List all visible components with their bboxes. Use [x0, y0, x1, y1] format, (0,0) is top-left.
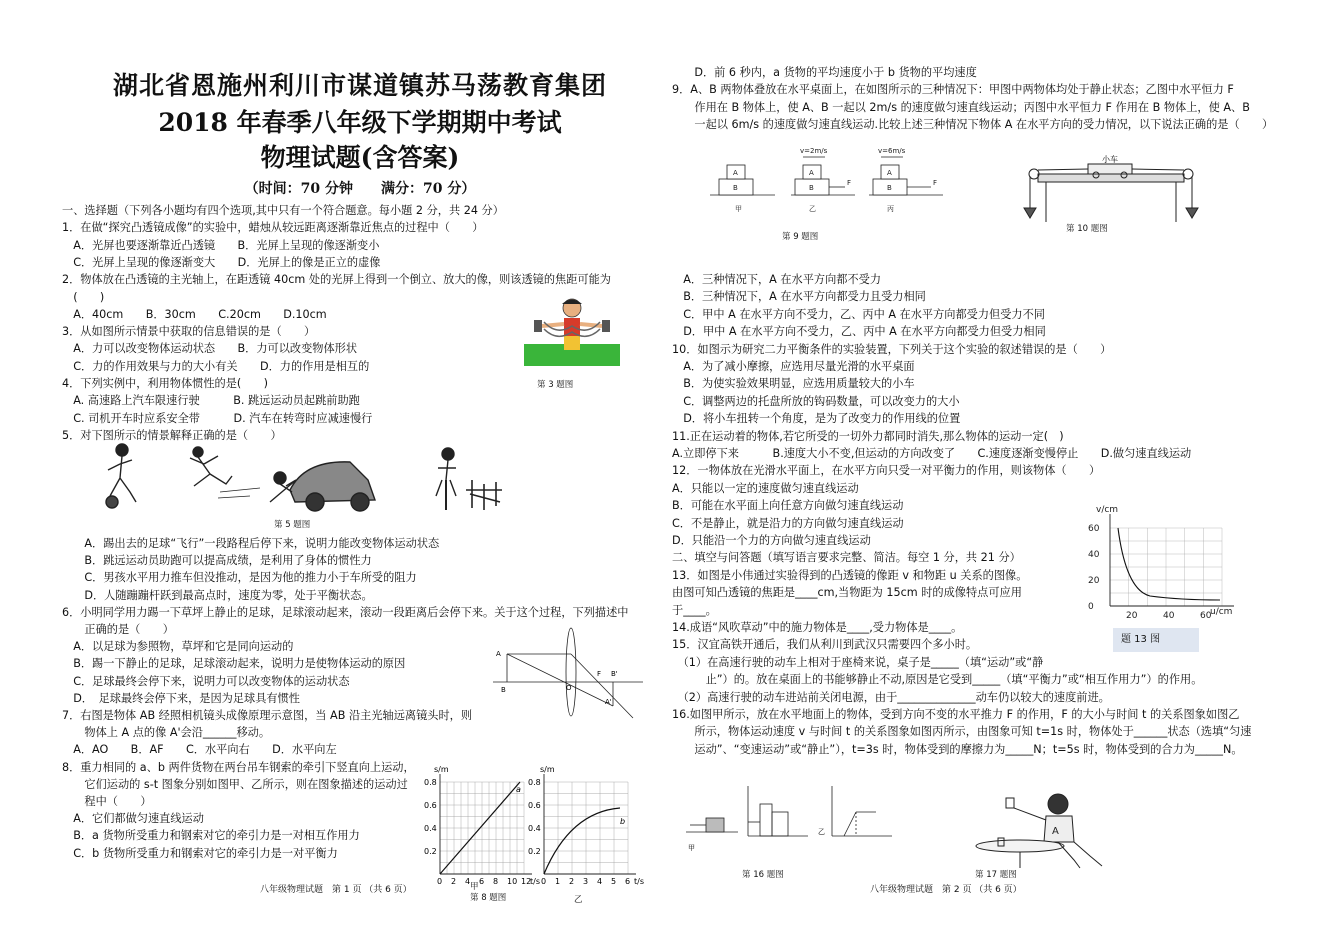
fig3-stretching-figure — [522, 296, 622, 371]
text-line: 一、选择题（下列各小题均有四个选项,其中只有一个符合题意。每小题 2 分，共 24 分） — [62, 204, 504, 217]
fig8-jia-label: 甲 — [470, 882, 479, 892]
fig5-caption: 第 5 题图 — [274, 520, 311, 530]
text-line: B．踢一下静止的足球，足球滚动起来，说明力是使物体运动的原因 — [62, 657, 406, 671]
text-line: 它们运动的 s-t 图象分别如图甲、乙所示，则在图象描述的运动过 — [62, 777, 408, 791]
fig9-yi-b: B — [809, 184, 814, 192]
fig10-caption: 第 10 题图 — [1066, 224, 1108, 234]
text-line: A. 高速路上汽车限速行驶 B. 跳远运动员起跳前助跑 — [62, 394, 360, 408]
x-axis-label: t/s — [530, 877, 540, 886]
x-tick-label: 20 — [1126, 611, 1138, 621]
text-line: A．光屏也要逐渐靠近凸透镜 B．光屏上呈现的像逐渐变小 — [62, 238, 380, 252]
text-line: A．三种情况下，A 在水平方向都不受力 — [672, 273, 882, 286]
text-line: A．只能以一定的速度做匀速直线运动 — [672, 481, 859, 495]
fig13-ylabel: v/cm — [1096, 505, 1119, 515]
fig16-jia-label: 甲 — [688, 844, 695, 852]
y-tick-label: 0 — [1088, 602, 1094, 612]
text-line: D．前 6 秒内，a 货物的平均速度小于 b 货物的平均速度 — [672, 66, 977, 79]
text-line: 作用在 B 物体上，使 A、B 一起以 2m/s 的速度做匀速直线运动；丙图中水平恒力 F 作用在 B 物体上，使 A、B — [672, 100, 1250, 114]
text-line: 止”）的。放在桌面上的书能够静止不动,原因是它受到_____（填“平衡力”或“相互作用力”）的作用。 — [672, 673, 1203, 687]
fig9-yi-label: 乙 — [809, 205, 816, 213]
fig9-yi-a: A — [809, 169, 814, 177]
text-line: D．将小车扭转一个角度，是为了改变力的作用线的位置 — [672, 412, 961, 426]
fig16-yi-label: 乙 — [818, 828, 825, 836]
x-tick-label: 0 — [541, 877, 547, 886]
text-line: A．踢出去的足球“飞行”一段路程后停下来，说明力能改变物体运动状态 — [62, 537, 440, 550]
y-tick-label: 60 — [1088, 524, 1100, 534]
text-line: A．40cm B．30cm C.20cm D.10cm — [62, 307, 327, 321]
text-line: B．三种情况下，A 在水平方向都受力且受力相同 — [672, 290, 926, 304]
fig13-vu-graph — [1070, 500, 1240, 624]
text-line: B．可能在水平面上向任意方向做匀速直线运动 — [672, 499, 904, 513]
series-b-curve — [544, 808, 620, 874]
text-line: C．不是静止，就是沿力的方向做匀速直线运动 — [672, 516, 904, 530]
text-line: 11.正在运动着的物体,若它所受的一切外力都同时消失,那么物体的运动一定( ) — [672, 429, 1064, 443]
svg-text:A: A — [496, 650, 501, 658]
text-line: 一起以 6m/s 的速度做匀速直线运动.比较上述三种情况下物体 A 在水平方向的受力情况，以下说法正确的是（ ） — [672, 118, 1274, 132]
text-line: 2．物体放在凸透镜的主光轴上，在距透镜 40cm 处的光屏上得到一个倒立、放大的像，则该透镜的焦距可能为 — [62, 273, 611, 287]
fig9-jia-a: A — [733, 169, 738, 177]
text-line: A．AO B．AF C．水平向右 D．水平向左 — [62, 743, 337, 757]
x-tick-label: 4 — [597, 877, 603, 886]
text-line: C. 司机开车时应系安全带 D. 汽车在转弯时应减速慢行 — [62, 411, 373, 425]
svg-text:A': A' — [605, 698, 612, 706]
fig17-man-at-table — [962, 790, 1122, 870]
text-line: A．它们都做匀速直线运动 — [62, 812, 204, 826]
y-tick-label: 0.4 — [528, 824, 541, 833]
text-line: 5．对下图所示的情景解释正确的是（ ） — [62, 428, 282, 442]
x-tick-label: 6 — [625, 877, 631, 886]
svg-text:B': B' — [611, 670, 618, 678]
exam-title-line1: 湖北省恩施州利川市谋道镇苏马荡教育集团 — [112, 71, 607, 100]
text-line: 正确的是（ ） — [62, 623, 174, 636]
fig17-caption: 第 17 题图 — [975, 870, 1017, 880]
text-line: 程中（ ） — [62, 795, 152, 808]
text-line: A.立即停下来 B.速度大小不变,但运动的方向改变了 C.速度逐渐变慢停止 D.做匀速直线运动 — [672, 447, 1192, 460]
x-tick-label: 60 — [1200, 611, 1212, 621]
y-tick-label: 0.4 — [424, 824, 437, 833]
fig3-caption: 第 3 题图 — [537, 380, 574, 390]
fig13-xlabel: u/cm — [1210, 607, 1233, 617]
text-line: C．甲中 A 在水平方向不受力，乙、丙中 A 在水平方向都受力但受力不同 — [672, 307, 1045, 321]
y-tick-label: 0.2 — [424, 847, 437, 856]
text-line: C．调整两边的托盘所放的钩码数量，可以改变力的大小 — [672, 394, 960, 408]
fig9-block-setups — [705, 143, 955, 221]
text-line: 二、填空与问答题（填写语言要求完整、简洁。每空 1 分，共 21 分） — [672, 551, 1021, 565]
fig9-bing-label: 丙 — [887, 205, 894, 213]
series-b-label: b — [620, 817, 626, 826]
text-line: A．以足球为参照物，草坪和它是同向运动的 — [62, 640, 294, 654]
text-line: D．人随蹦蹦杆跃到最高点时，速度为零，处于平衡状态。 — [62, 588, 373, 602]
x-tick-label: 40 — [1163, 611, 1175, 621]
x-axis-label: t/s — [634, 877, 644, 886]
fig16-caption: 第 16 题图 — [742, 870, 784, 880]
fig9-jia-b: B — [733, 184, 738, 192]
x-tick-label: 12 — [521, 877, 532, 886]
footer-page1: 八年级物理试题 第 1 页 （共 6 页） — [260, 885, 412, 895]
exam-title-line2: 2018 年春季八年级下学期期中考试 — [158, 108, 562, 137]
fig9-yi-speed: v=2m/s — [800, 147, 828, 155]
fig9-yi-f: F — [847, 179, 852, 187]
fig8-caption: 第 8 题图 — [470, 893, 507, 903]
y-tick-label: 0.8 — [424, 778, 437, 787]
x-tick-label: 10 — [507, 877, 518, 886]
fig10-car-label: 小车 — [1102, 155, 1118, 164]
series-a-label: a — [516, 785, 521, 794]
x-tick-label: 4 — [465, 877, 471, 886]
text-line: D．甲中 A 在水平方向不受力，乙、丙中 A 在水平方向都受力但受力相同 — [672, 325, 1046, 339]
x-tick-label: 6 — [479, 877, 485, 886]
fig9-bing-a: A — [887, 169, 892, 177]
text-line: 4．下列实例中，利用物体惯性的是( ) — [62, 377, 269, 390]
y-tick-label: 0.6 — [424, 801, 437, 810]
text-line: 运动”、“变速运动”或“静止”），t=3s 时，物体受到的摩擦力为_____N；t=5s 时，物体受到的合力为_____N。 — [672, 742, 1243, 756]
text-line: B．跳远运动员助跑可以提高成绩，是利用了身体的惯性力 — [62, 554, 372, 568]
text-line: 12．一物体放在光滑水平面上，在水平方向只受一对平衡力的作用，则该物体（ ） — [672, 464, 1101, 478]
exam-title-line3: 物理试题(含答案) — [260, 143, 460, 172]
text-line: 10．如图示为研究二力平衡条件的实验装置，下列关于这个实验的叙述错误的是（ ） — [672, 342, 1112, 356]
text-line: 13．如图是小伟通过实验得到的凸透镜的像距 v 和物距 u 关系的图像。 — [672, 568, 1028, 582]
y-tick-label: 20 — [1088, 576, 1100, 586]
fig8-st-graphs — [420, 762, 652, 890]
fig9-caption: 第 9 题图 — [782, 232, 819, 242]
fig9-jia-label: 甲 — [735, 205, 742, 213]
svg-text:O: O — [566, 684, 572, 692]
x-tick-label: 1 — [555, 877, 561, 886]
fig13-caption: 题 13 图 — [1113, 628, 1199, 652]
text-line: 由图可知凸透镜的焦距是____cm,当物距为 15cm 时的成像特点可应用 — [672, 586, 1022, 600]
fig7-lens-ray-diagram — [493, 626, 643, 720]
footer-page2: 八年级物理试题 第 2 页 （共 6 页） — [870, 885, 1022, 895]
vu-curve — [1118, 528, 1220, 600]
y-tick-label: 0.8 — [528, 778, 541, 787]
x-tick-label: 5 — [611, 877, 617, 886]
fig9-bing-speed: v=6m/s — [878, 147, 906, 155]
y-tick-label: 0.6 — [528, 801, 541, 810]
fig5-scene-sketches — [100, 440, 510, 515]
text-line: 7．右图是物体 AB 经照相机镜头成像原理示意图，当 AB 沿主光轴远离镜头时，则 — [62, 709, 473, 722]
svg-text:B: B — [501, 686, 506, 694]
text-line: C．足球最终会停下来，说明力可以改变物体的运动状态 — [62, 674, 350, 688]
x-tick-label: 2 — [569, 877, 575, 886]
y-tick-label: 0.2 — [528, 847, 541, 856]
text-line: 8．重力相同的 a、b 两件货物在两台吊车钢索的牵引下竖直向上运动， — [62, 760, 415, 774]
text-line: 16.如图甲所示，放在水平地面上的物体，受到方向不变的水平推力 F 的作用，F 的大小与时间 t 的关系图象如图乙 — [672, 708, 1240, 721]
text-line: 15．汉宜高铁开通后，我们从利川到武汉只需要四个多小时。 — [672, 638, 978, 652]
x-tick-label: 3 — [583, 877, 589, 886]
text-line: A．力可以改变物体运动状态 B．力可以改变物体形状 — [62, 342, 358, 356]
text-line: C．男孩水平用力推车但没推动，是因为他的推力小于车所受的阻力 — [62, 571, 417, 585]
x-tick-label: 8 — [493, 877, 499, 886]
text-line: 所示，物体运动速度 v 与时间 t 的关系图象如图丙所示，由图象可知 t=1s 时，物体处于______状态（选填“匀速 — [672, 725, 1252, 739]
fig8-yi-label: 乙 — [574, 895, 583, 905]
text-line: D． 足球最终会停下来，是因为足球具有惯性 — [62, 691, 300, 705]
text-line: 14.成语“风吹草动”中的施力物体是____,受力物体是____。 — [672, 621, 963, 634]
exam-time-score: （时间：70 分钟 满分：70 分） — [244, 181, 476, 197]
text-line: 9．A、B 两物体叠放在水平桌面上，在如图所示的三种情况下：甲图中两物体均处于静止状态；乙图中水平恒力 F — [672, 83, 1234, 97]
y-tick-label: 40 — [1088, 550, 1100, 560]
text-line: （2）高速行驶的动车进站前关闭电源，由于______________动车仍以较大的速度前进。 — [672, 690, 1110, 704]
svg-text:A: A — [1052, 826, 1059, 837]
text-line: B．a 货物所受重力和钢索对它的牵引力是一对相互作用力 — [62, 829, 360, 843]
fig8a-ylabel: s/m — [434, 765, 449, 774]
fig9-bing-f: F — [933, 179, 938, 187]
text-line: C．b 货物所受重力和钢索对它的牵引力是一对平衡力 — [62, 846, 338, 860]
fig8b-ylabel: s/m — [540, 765, 555, 774]
x-tick-label: 2 — [451, 877, 457, 886]
text-line: C．力的作用效果与力的大小有关 D．力的作用是相互的 — [62, 359, 370, 373]
text-line: A．为了减小摩擦，应选用尽量光滑的水平桌面 — [672, 360, 915, 373]
text-line: 6．小明同学用力踢一下草坪上静止的足球，足球滚动起来，滚动一段距离后会停下来。关于这个过程，下列描述中 — [62, 605, 629, 619]
fig10-cart-apparatus — [1020, 152, 1200, 232]
fig9-bing-b: B — [887, 184, 892, 192]
text-line: D．只能沿一个力的方向做匀速直线运动 — [672, 534, 871, 547]
x-tick-label: 0 — [437, 877, 443, 886]
text-line: 物体上 A 点的像 A'会沿______移动。 — [62, 726, 271, 740]
text-line: 1．在做“探究凸透镜成像”的实验中，蜡烛从较远距离逐渐靠近焦点的过程中（ ） — [62, 221, 484, 235]
fig16-force-graphs — [680, 782, 900, 852]
text-line: （1）在高速行驶的动车上相对于座椅来说，桌子是_____（填“运动”或“静 — [672, 655, 1044, 669]
text-line: B．为使实验效果明显，应选用质量较大的小车 — [672, 377, 915, 391]
text-line: C．光屏上呈现的像逐渐变大 D．光屏上的像是正立的虚像 — [62, 255, 381, 269]
text-line: ( ) — [62, 290, 105, 304]
svg-text:F: F — [597, 670, 602, 678]
text-line: 3．从如图所示情景中获取的信息错误的是（ ） — [62, 325, 316, 339]
text-line: 于____。 — [672, 603, 717, 617]
